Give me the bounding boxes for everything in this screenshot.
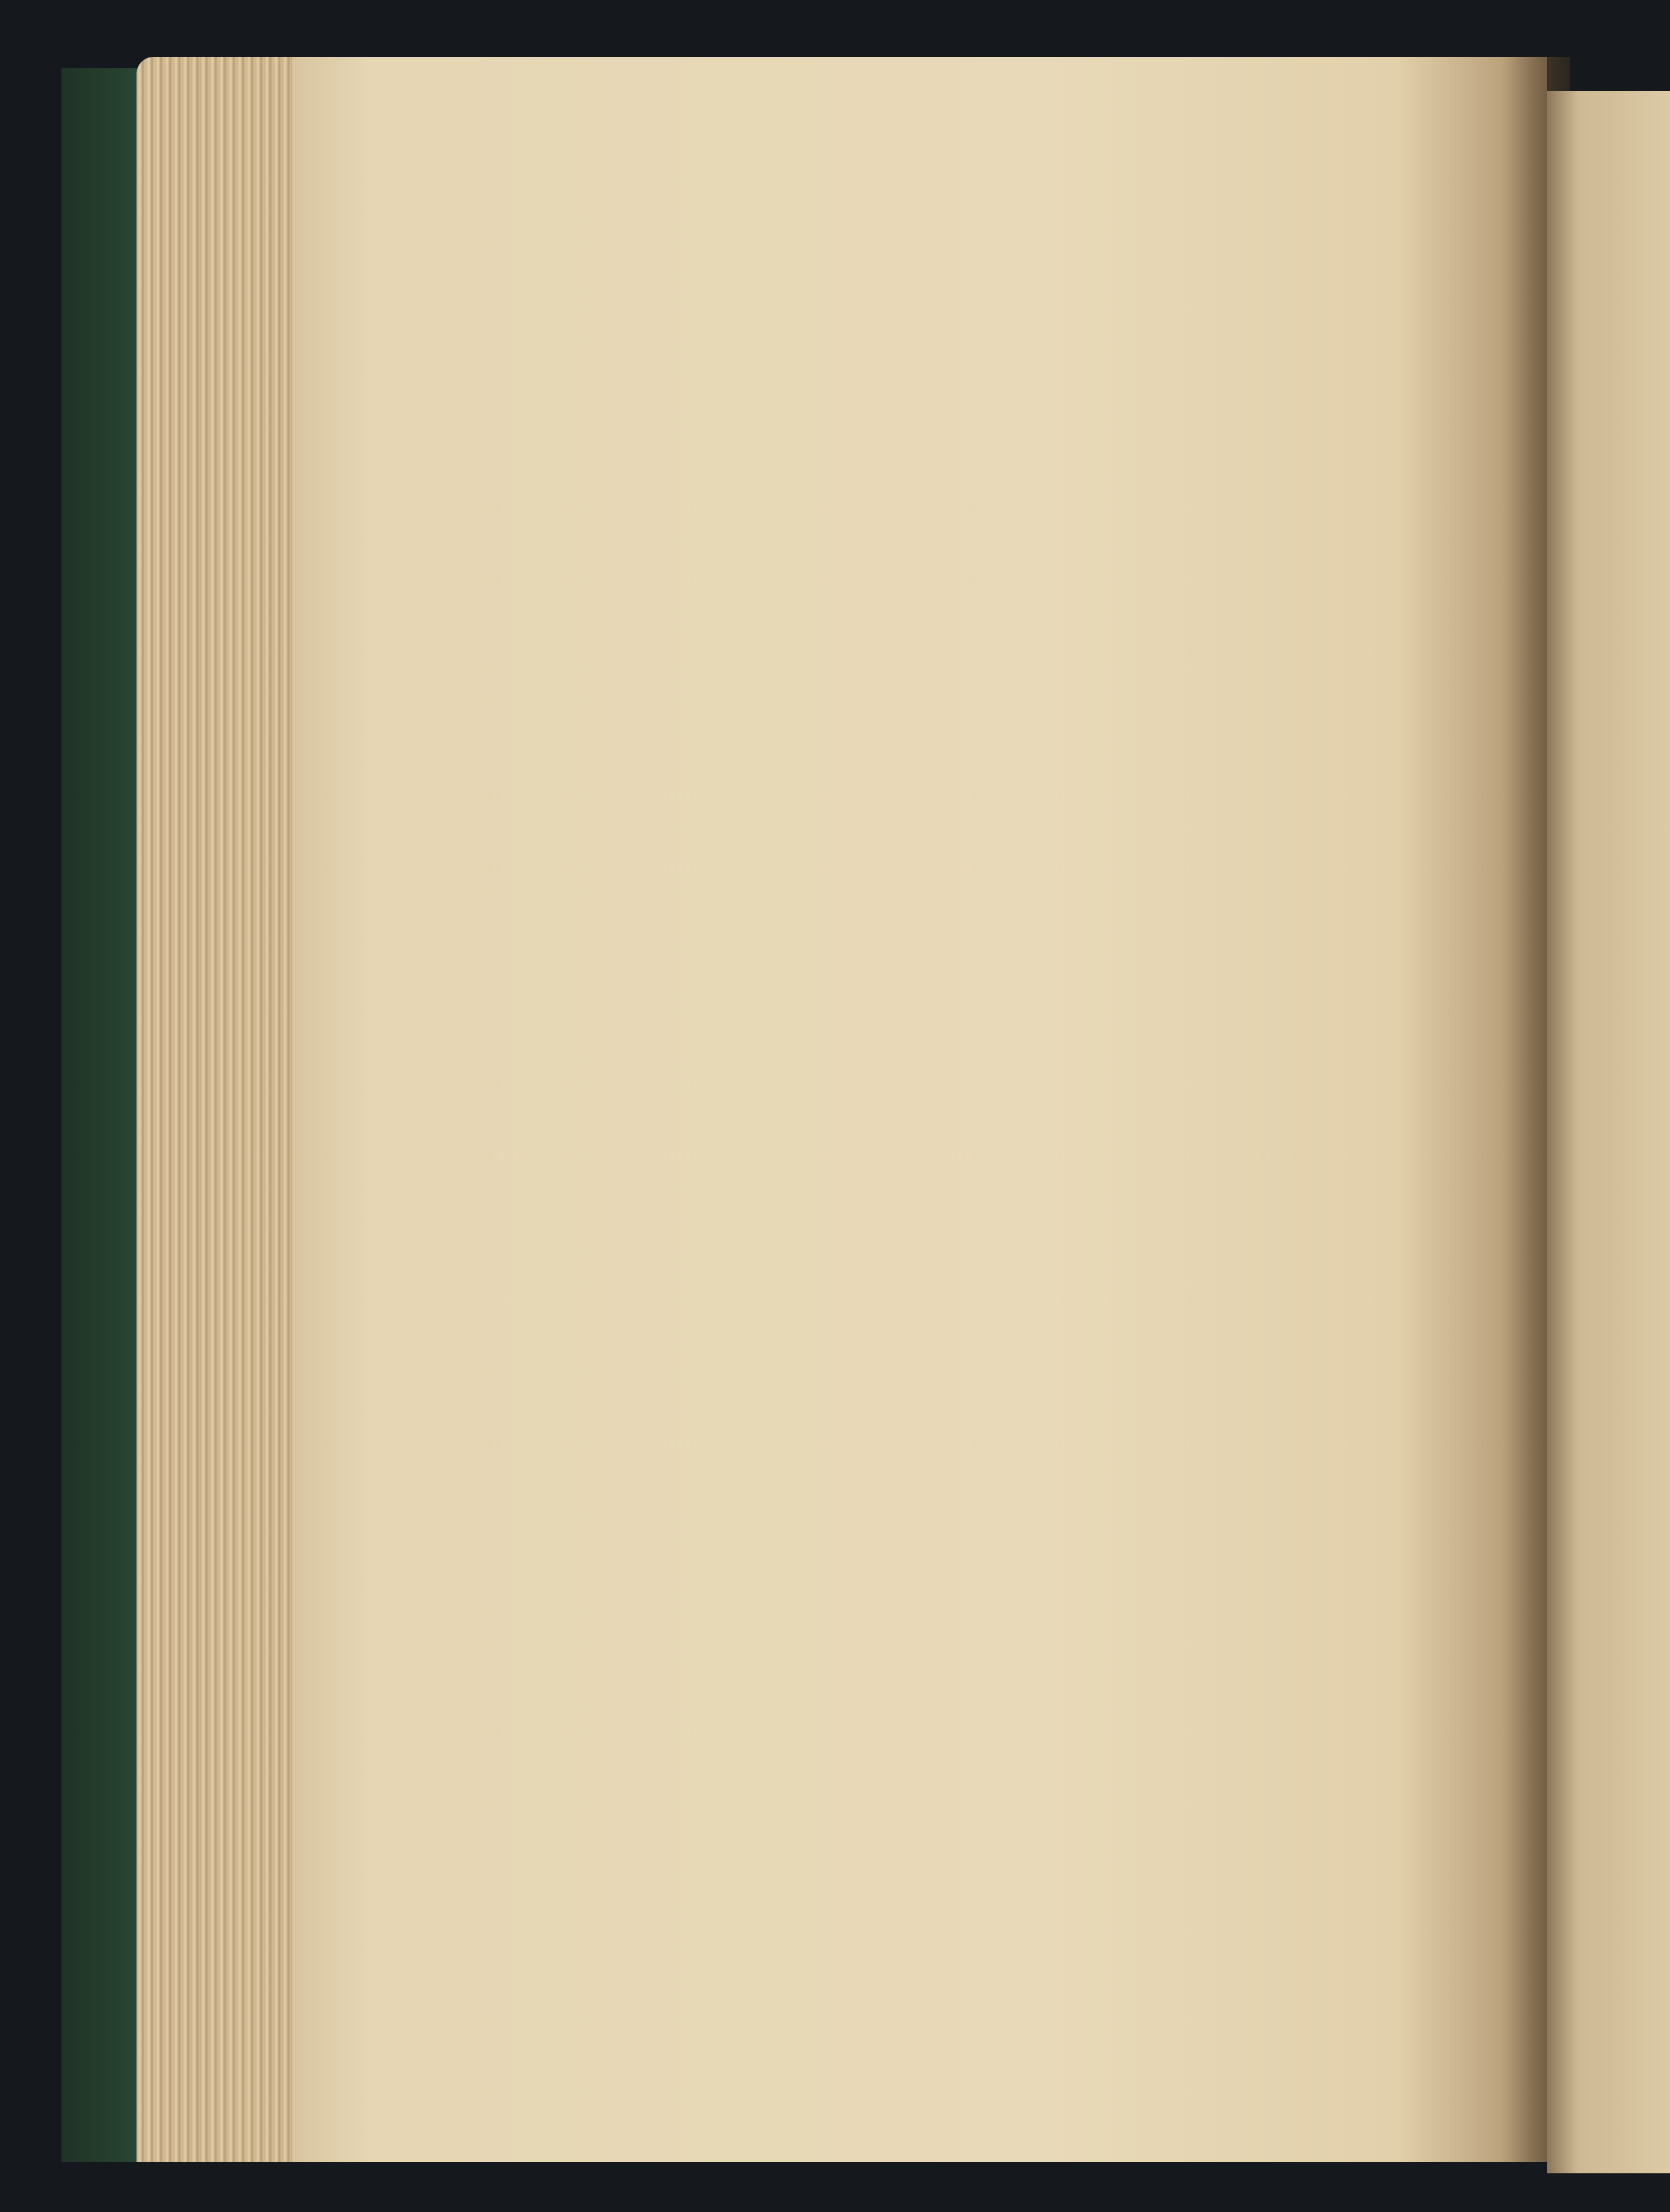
page-edges xyxy=(137,57,307,2162)
right-page xyxy=(1547,91,1670,2173)
left-page xyxy=(296,57,1547,2162)
